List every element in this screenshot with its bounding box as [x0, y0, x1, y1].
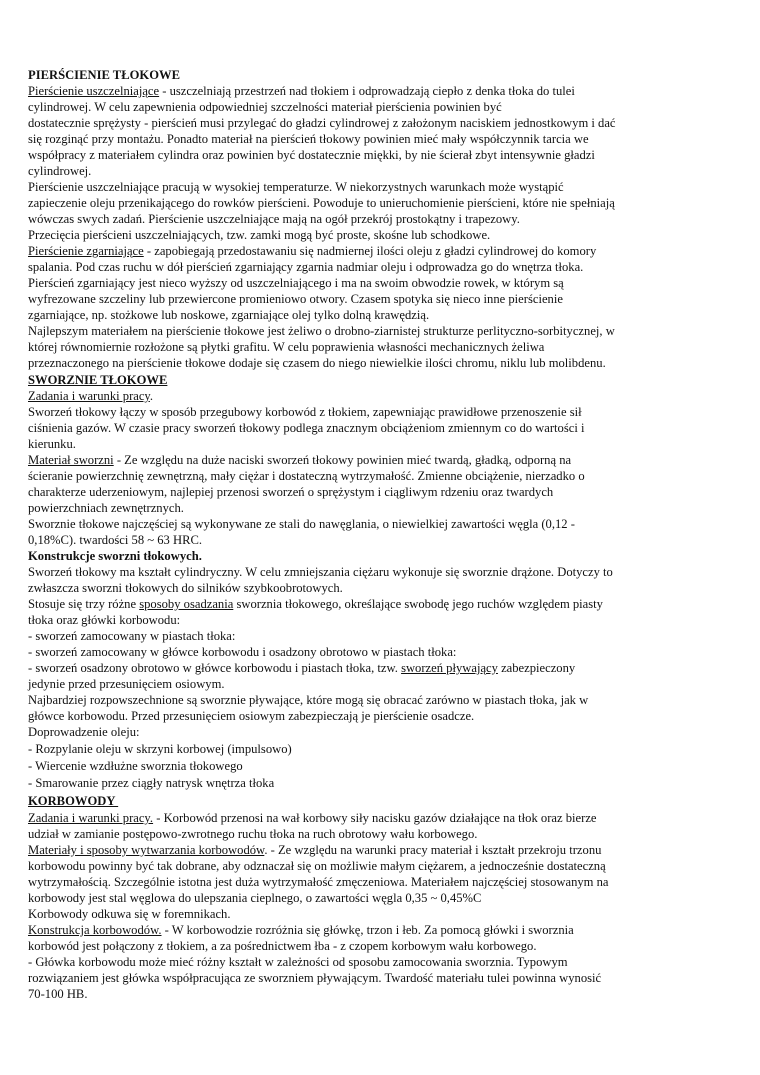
text-line: 0,18%C). twardości 58 ~ 63 HRC.	[28, 533, 203, 547]
text-line: zgarniające, np. stożkowe lub noskowe, zgarniające olej tylko dolną krawędzią.	[28, 308, 430, 322]
text-line: dostatecznie sprężysty - pierścień musi przylegać do gładzi cylindrowej z założonym naciskiem jednostkowym i dać	[28, 116, 616, 130]
term-sworzen-plywajacy: sworzeń pływający	[401, 661, 498, 675]
text-line: Korbowody odkuwa się w foremnikach.	[28, 907, 231, 921]
text-line: główce korbowodu. Przed przesunięciem osiowym zabezpieczają je pierścienie osadcze.	[28, 709, 475, 723]
text-line: korbowody jest stal węglowa do ulepszania cieplnego, o zawartości węgla 0,35 ~ 0,45%C	[28, 891, 482, 905]
text-line: Pierścienie zgarniające - zapobiegają przedostawaniu się nadmiernej ilości oleju z gładzi cylindrowej do komory	[28, 244, 597, 258]
text-line: 70-100 HB.	[28, 987, 88, 1001]
text-line: ciśnienia gazów. W czasie pracy sworzeń tłokowy podlega znacznym obciążeniom zmiennym co do wartości i	[28, 421, 585, 435]
text-line: przeznaczonego na pierścienie tłokowe dodaje się czasem do niego niewielkie ilości chromu, niklu lub molibdenu.	[28, 356, 606, 370]
text-line: Materiały i sposoby wytwarzania korbowodów. - Ze względu na warunki pracy materiał i kształt przekroju trzonu	[28, 843, 602, 857]
text-line: Materiał sworzni - Ze względu na duże naciski sworzeń tłokowy powinien mieć twardą, gładką, odporną na	[28, 453, 572, 467]
section-heading-pierscienie: PIERŚCIENIE TŁOKOWE	[28, 68, 180, 82]
text-line: powierzchniach zewnętrznych.	[28, 501, 184, 515]
term-zadania-korbowody: Zadania i warunki pracy.	[28, 811, 154, 825]
section-heading-sworznie: SWORZNIE TŁOKOWE	[28, 373, 168, 387]
text-line: rozwiązaniem jest główka współpracująca ze sworzniem pływającym. Twardość materiału tulei powinna wynosić	[28, 971, 602, 985]
list-item: - sworzeń zamocowany w główce korbowodu i osadzony obrotowo w piastach tłoka:	[28, 645, 457, 659]
text-line: Sworznie tłokowe najczęściej są wykonywane ze stali do nawęglania, o niewielkiej zawartości węgla (0,12 -	[28, 517, 575, 531]
text-line: wyfrezowane szczeliny lub przewiercone promieniowo otwory. Czasem spotyka się nieco inne pierścienie	[28, 292, 563, 306]
text-line: jedynie przed przesunięciem osiowym.	[28, 677, 225, 691]
term-sposoby-osadzania: sposoby osadzania	[139, 597, 234, 611]
text-line: udział w zamianie postępowo-zwrotnego ruchu tłoka na ruch obrotowy wału korbowego.	[28, 827, 478, 841]
text-line: zwłaszcza sworzni tłokowych do silników szybkoobrotowych.	[28, 581, 343, 595]
text-line: spalania. Pod czas ruchu w dół pierścień zgarniający zgarnia nadmiar oleju i odprowadza go do wnętrza tłoka.	[28, 260, 584, 274]
text-line: Najlepszym materiałem na pierścienie tłokowe jest żeliwo o drobno-ziarnistej strukturze perlityczno-sorbitycznej, w	[28, 324, 615, 338]
text-line: Zadania i warunki pracy. - Korbowód przenosi na wał korbowy siły nacisku gazów działające na tłok oraz bierze	[28, 811, 597, 825]
text-line: wytrzymałością. Szczególnie istotna jest duża wytrzymałość zmęczeniowa. Materiałem najczęściej stosowanym na	[28, 875, 609, 889]
text-line: współpracy z materiałem cylindra oraz powinien być dostatecznie miękki, by nie ścierał zbyt intensywnie gładzi	[28, 148, 595, 162]
text-line: tłoka oraz główki korbowodu:	[28, 613, 181, 627]
text-line: korbowód jest połączony z tłokiem, a za pośrednictwem łba - z czopem korbowym wału korbowego.	[28, 939, 537, 953]
term-konstrukcja-korbowodow: Konstrukcja korbowodów.	[28, 923, 162, 937]
text-line: której równomiernie rozłożone są płytki grafitu. W celu poprawienia własności mechanicznych żeliwa	[28, 340, 545, 354]
text-line: Sworzeń tłokowy łączy w sposób przegubowy korbowód z tłokiem, zapewniając prawidłowe przenoszenie sił	[28, 405, 582, 419]
text-line: cylindrowej. W celu zapewnienia odpowiedniej szczelności materiał pierścienia powinien być	[28, 100, 502, 114]
term-zadania-sworznie: Zadania i warunki pracy	[28, 389, 150, 403]
list-item: - Wiercenie wzdłużne sworznia tłokowego	[28, 759, 243, 773]
text-line: - Główka korbowodu może mieć różny kształt w zależności od sposobu zamocowania sworznia. Typowym	[28, 955, 568, 969]
text-line: Zadania i warunki pracy.	[28, 389, 154, 403]
text-line: Pierścień zgarniający jest nieco wyższy od uszczelniającego i ma na swoim obwodzie rowek, w którym są	[28, 276, 564, 290]
text-line: Doprowadzenie oleju:	[28, 725, 140, 739]
text-line: ścieranie powierzchnię zewnętrzną, mały ciężar i dostateczną wytrzymałość. Zmienne obciążenie, nierzadko o	[28, 469, 585, 483]
text-line: się rozginąć przy montażu. Ponadto materiał na pierścień tłokowy powinien mieć mały współczynnik tarcia we	[28, 132, 589, 146]
text-line: Sworzeń tłokowy ma kształt cylindryczny. W celu zmniejszania ciężaru wykonuje się sworznie drążone. Dotyczy to	[28, 565, 613, 579]
text-line: Przecięcia pierścieni uszczelniających, tzw. zamki mogą być proste, skośne lub schodkowe.	[28, 228, 491, 242]
text-line: Pierścienie uszczelniające pracują w wysokiej temperaturze. W niekorzystnych warunkach może wystąpić	[28, 180, 564, 194]
text-line: korbowodu powinny być tak dobrane, aby odznaczał się on możliwie małym ciężarem, a jednocześnie dostateczną	[28, 859, 606, 873]
term-uszczelniajace: Pierścienie uszczelniające	[28, 84, 160, 98]
text-line: Pierścienie uszczelniające - uszczelniają przestrzeń nad tłokiem i odprowadzają ciepło z denka tłoka do tulei	[28, 84, 575, 98]
term-zgarniajace: Pierścienie zgarniające	[28, 244, 144, 258]
text-line: Stosuje się trzy różne sposoby osadzania sworznia tłokowego, określające swobodę jego ruchów względem piasty	[28, 597, 603, 611]
subheading-konstrukcje-sworzni: Konstrukcje sworzni tłokowych.	[28, 549, 202, 563]
text-line: Najbardziej rozpowszechnione są sworznie pływające, które mogą się obracać zarówno w piastach tłoka, jak w	[28, 693, 589, 707]
list-item: - Smarowanie przez ciągły natrysk wnętrza tłoka	[28, 776, 275, 790]
text-line: kierunku.	[28, 437, 76, 451]
list-item: - sworzeń zamocowany w piastach tłoka:	[28, 629, 236, 643]
term-material-sworzni: Materiał sworzni	[28, 453, 114, 467]
text-line: charakterze uderzeniowym, najlepiej przenosi sworzeń o sprężystym i ciągliwym rdzeniu oraz twardych	[28, 485, 554, 499]
list-item: - sworzeń osadzony obrotowo w główce korbowodu i piastach tłoka, tzw. sworzeń pływający zabezpieczony	[28, 661, 576, 675]
text-line: Konstrukcja korbowodów. - W korbowodzie rozróżnia się główkę, trzon i łeb. Za pomocą główki i sworznia	[28, 923, 574, 937]
list-item: - Rozpylanie oleju w skrzyni korbowej (impulsowo)	[28, 742, 292, 756]
section-heading-korbowody: KORBOWODY	[28, 794, 119, 808]
term-materialy-korbowodow: Materiały i sposoby wytwarzania korbowodów	[28, 843, 265, 857]
text-line: zapieczenie oleju przenikającego do rowków pierścieni. Powoduje to unieruchomienie pierścieni, które nie spełniają	[28, 196, 615, 210]
text-line: cylindrowej.	[28, 164, 92, 178]
text-line: wówczas swych zadań. Pierścienie uszczelniające mają na ogół przekrój prostokątny i trapezowy.	[28, 212, 520, 226]
